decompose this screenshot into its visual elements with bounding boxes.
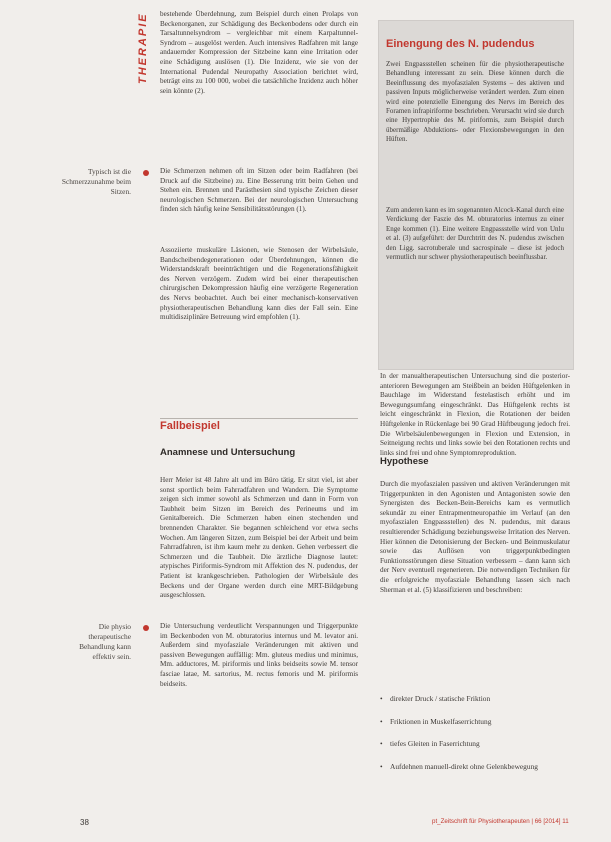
paragraph-symptoms: Die Schmerzen nehmen oft im Sitzen oder beim Radfahren (bei Druck auf die Sitzbeine) zu. Eine Besserung tritt beim Gehen und Stehen ein. Brennen und Parästhesien sind typische Zeichen dieser neurologischen Schmerzen. Bei der neurologischen Untersuchung finden sich häufig keine Sensibilitätsstörungen (1). (160, 167, 358, 214)
bullet-icon: • (380, 739, 383, 749)
list-item (380, 762, 570, 772)
paragraph-hypothesis: Durch die myofaszialen passiven und aktiven Veränderungen mit Triggerpunkten in den Agonisten und Antagonisten sowie den Synergisten des Becken-Bein-Bereichs kam es vermutlich sekundär zu einer Entrapmentneuropathie im Verlauf (an den myofaszialen Engpassstellen) des N. pudendus, mit daraus resultierender Schädigung beziehungsweise Irritation des Nerven. Hier können die Detonisierung der Becken- und Beinmuskulatur sowie das Auflösen von triggerpunktbedingten Funktionsstörungen diese Situation verbessern – dann kann sich der Nerv eventuell regenerieren. Die notwendigen Techniken für die erfolgreiche myofasziale Behandlung lassen sich nach Sherman et al. (5) klassifizieren und beschreiben: (380, 480, 570, 594)
margin-bullet-2 (143, 625, 149, 631)
box-paragraph-2: Zum anderen kann es im sogenannten Alcock-Kanal durch eine Verdickung der Faszie des M. obturatorius internus zu einer Enge kommen (1). Eine weitere Engpassstelle wird von Unlu et al. (3) aufgeführt: der Durchtritt des N. pudendus zwischen den Ligg. sacrotuberale und sacrospinale – diese ist jedoch vermutlich nur schwer physiotherapeutisch beeinflussbar. (386, 206, 564, 262)
bullet-icon: • (380, 694, 383, 703)
heading-fallbeispiel: Fallbeispiel (160, 420, 220, 432)
technique-label: Aufdehnen manuell-direkt ohne Gelenkbewegung (390, 761, 538, 771)
bullet-icon: • (380, 716, 383, 726)
box-paragraph-1: Zwei Engpassstellen scheinen für die physiotherapeutische Behandlung interessant zu sein. Diese können durch die Beeinflussung des myofaszialen Systems – des aktiven und passiven Inputs möglicherweise verändert werden. Zum einen wird eine potenzielle Einengung des Nervs im Bereich des Foramen infrapiriforme beschrieben. Verursacht wird sie durch eine Hypertrophie des M. piriformis, zum Beispiel durch übermäßige Abduktions- oder Flexionsbewegungen in den Hüften. (386, 60, 564, 144)
journal-footer: pt_Zeitschrift für Physiotherapeuten | 66 [2014] 11 (432, 818, 569, 825)
box-title: Einengung des N. pudendus (386, 38, 535, 50)
paragraph-manual-exam: In der manualtherapeutischen Untersuchung sind die posterior-anterioren Bewegungen am Steißbein an beiden Hüftgelenken in Bauchlage im Widerstand festelastisch erhöht und im Bewegungsumfang eingeschränkt. Das Hüftgelenk rechts ist leicht eingeschränkt in Flexion, die Rotationen der beiden Hüftgelenke in Rückenlage bei 90 Grad Hüftbeugung jedoch frei. Die Wirbelsäulenbewegungen in Flexion und Extension, in Seitneigung rechts und links sowie bei den Rotationen rechts und links sind frei und ohne Symptomreproduktion. (380, 372, 570, 457)
paragraph-intro: bestehende Überdehnung, zum Beispiel durch einen Prolaps von Beckenorganen, zur Schädigung des Beckenbodens oder durch ein Tarsaltunnelsyndrom – vergleichbar mit einem Karpaltunnel-Syndrom – ausgelöst werden. Auch intensives Radfahren mit lange andauernder Kompression der Sitzbeine kann eine Irritation oder eine Schädigung auslösen (1). Die Inzidenz, wie sie von der International Pudendal Neuropathy Association berichtet wird, beträgt eins zu 100 000, wobei die tatsächliche Inzidenz auch höher sein könnte (2). (160, 10, 358, 95)
technique-list (380, 694, 570, 784)
margin-bullet-1 (143, 170, 149, 176)
side-note-sitting: Typisch ist die Schmerzzunahme beim Sitzen. (61, 167, 131, 196)
section-rule (160, 418, 358, 419)
list-item (380, 739, 570, 749)
heading-anamnese: Anamnese und Untersuchung (160, 447, 296, 458)
section-tab: THERAPIE (137, 12, 149, 84)
paragraph-examination: Die Untersuchung verdeutlicht Verspannungen und Triggerpunkte im Beckenboden von M. obturatorius internus und M. levator ani. Außerdem sind myofasziale Veränderungen mit aktiven und passiven Bewegungen auffällig: Mm. gluteus medius und minimus, Mm. adductores, M. piriformis und links beidseits sowie M. tensor fasciae latae, M. sartorius, M. rectus femoris und M. piriformis beidseits. (160, 622, 358, 688)
list-item (380, 717, 570, 727)
paragraph-case: Herr Meier ist 48 Jahre alt und im Büro tätig. Er sitzt viel, ist aber sonst sportlich beim Fahrradfahren und Wandern. Die Symptome zeigen sich immer sowohl als Schmerzen und dann in Form von Taubheit beim Sitzen im Bereich des Perineums und im Genitalbereich. Die Schmerzen haben einen stechenden und brennenden Charakter. Sie begannen schleichend vor etwa sechs Wochen. Am längeren Sitzen, zum Beispiel bei der Arbeit und beim Fahrradfahren, ist ihm kaum mehr zu denken. Gehen verbessert die Schmerzen und die Taubheit. Die ärztliche Diagnose lautet: atypisches Piriformis-Syndrom mit Affektion des N. pudendus, der Patient ist krankgeschrieben. Pathologien der Wirbelsäule des Beckens und der Organe werden durch eine MRT-Bildgebung ausgeschlossen. (160, 476, 358, 600)
bullet-icon: • (380, 761, 383, 771)
technique-label: direkter Druck / statische Friktion (390, 694, 491, 703)
technique-label: tiefes Gleiten in Faserrichtung (390, 739, 480, 749)
technique-label: Friktionen in Muskelfaserrichtung (390, 716, 492, 726)
heading-hypothese: Hypothese (380, 456, 429, 467)
side-note-therapy: Die physio therapeutische Behandlung kann effektiv sein. (79, 622, 131, 661)
page-number: 38 (80, 818, 89, 827)
list-item (380, 694, 570, 704)
paragraph-lesions: Assoziierte muskuläre Läsionen, wie Stenosen der Wirbelsäule, Bandscheibendegenerationen oder Überdehnungen, können die Widerstandskraft beeinträchtigen und die Regenerationsfähigkeit des Nerven verzögern. Zudem wird bei einer therapeutischen chirurgischen Dekompression häufig eine verzögerte Regeneration des Nervs beobachtet. Auch bei einer mechanisch-konservativen physiotherapeutischen Behandlung kann dies der Fall sein. Eine multidisziplinäre Betreuung wird empfohlen (1). (160, 246, 358, 322)
